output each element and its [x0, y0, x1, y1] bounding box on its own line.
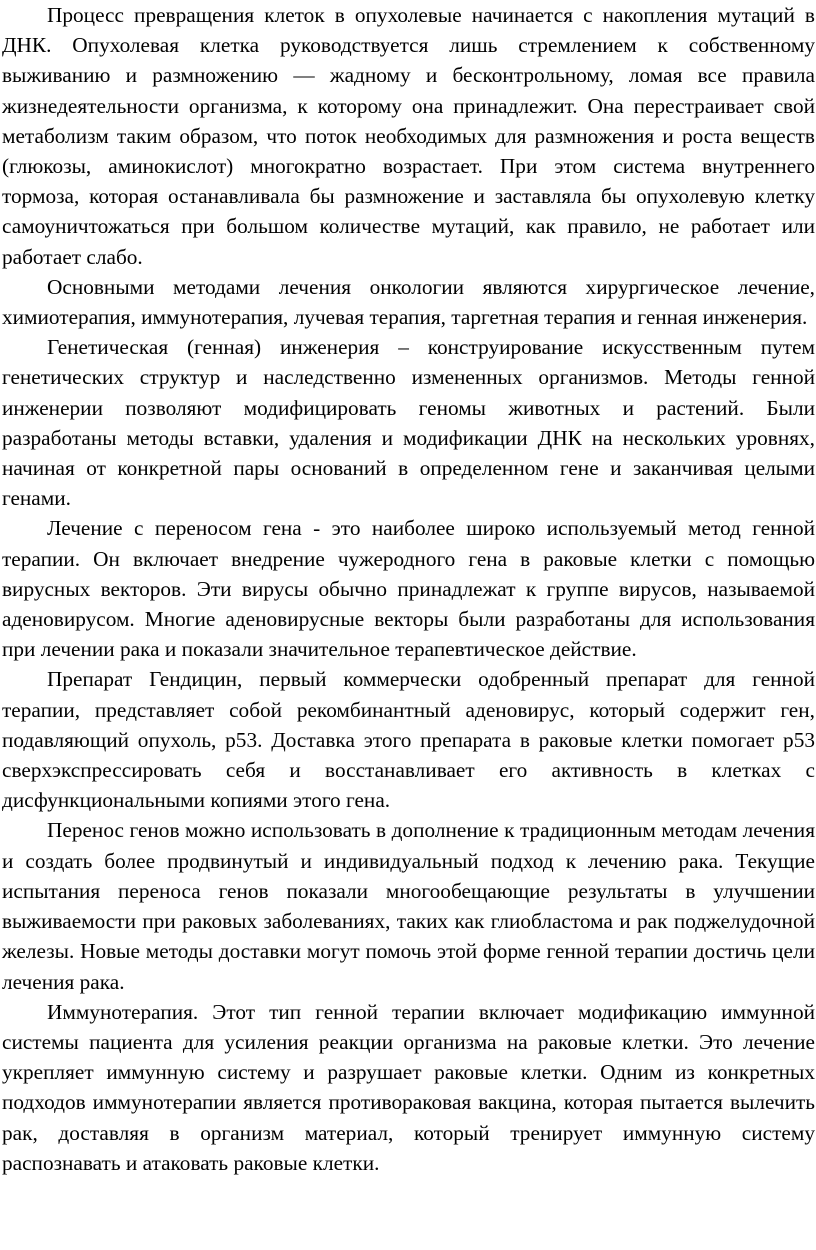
paragraph-treatment-methods: Основными методами лечения онкологии являются хирургическое лечение, химиотерапия, иммунотерапия, лучевая терапия, таргетная терапия и генная инженерия. — [2, 274, 815, 330]
paragraph-gene-transfer-combination: Перенос генов можно использовать в дополнение к традиционным методам лечения и создать более продвинутый и индивидуальный подход к лечению рака. Текущие испытания переноса генов показали многообещающие результаты в улучшении выживаемости при раковых заболеваниях, таких как глиобластома и рак поджелудочной железы. Новые методы доставки могут помочь этой форме генной терапии достичь цели лечения рака. — [2, 818, 815, 994]
paragraph-genetic-engineering: Генетическая (генная) инженерия – конструирование искусственным путем генетических структур и наследственно измененных организмов. Методы генной инженерии позволяют модифицировать геномы животных и растений. Были разработаны методы вставки, удаления и модификации ДНК на нескольких уровнях, начиная от конкретной пары оснований в определенном гене и заканчивая целыми генами. — [2, 335, 815, 511]
paragraph-gendicine: Препарат Гендицин, первый коммерчески одобренный препарат для генной терапии, представляет собой рекомбинантный аденовирус, который содержит ген, подавляющий опухоль, p53. Доставка этого препарата в раковые клетки помогает p53 сверхэкспрессировать себя и восстанавливает его активность в клетках с дисфункциональными копиями этого гена. — [2, 667, 815, 813]
paragraph-tumor-cell-formation: Процесс превращения клеток в опухолевые начинается с накопления мутаций в ДНК. Опухолевая клетка руководствуется лишь стремлением к собственному выживанию и размножению — жадному и бесконтрольному, ломая все правила жизнедеятельности организма, к которому она принадлежит. Она перестраивает свой метаболизм таким образом, что поток необходимых для размножения и роста веществ (глюкозы, аминокислот) многократно возрастает. При этом система внутреннего тормоза, которая останавливала бы размножение и заставляла бы опухолевую клетку самоуничтожаться при большом количестве мутаций, как правило, не работает или работает слабо. — [2, 3, 815, 269]
paragraph-immunotherapy: Иммунотерапия. Этот тип генной терапии включает модификацию иммунной системы пациента для усиления реакции организма на раковые клетки. Это лечение укрепляет иммунную систему и разрушает раковые клетки. Одним из конкретных подходов иммунотерапии является противораковая вакцина, которая пытается вылечить рак, доставляя в организм материал, который тренирует иммунную систему распознавать и атаковать раковые клетки. — [2, 999, 815, 1175]
paragraph-gene-transfer: Лечение с переносом гена - это наиболее широко используемый метод генной терапии. Он включает внедрение чужеродного гена в раковые клетки с помощью вирусных векторов. Эти вирусы обычно принадлежат к группе вирусов, называемой аденовирусом. Многие аденовирусные векторы были разработаны для использования при лечении рака и показали значительное терапевтическое действие. — [2, 516, 815, 662]
